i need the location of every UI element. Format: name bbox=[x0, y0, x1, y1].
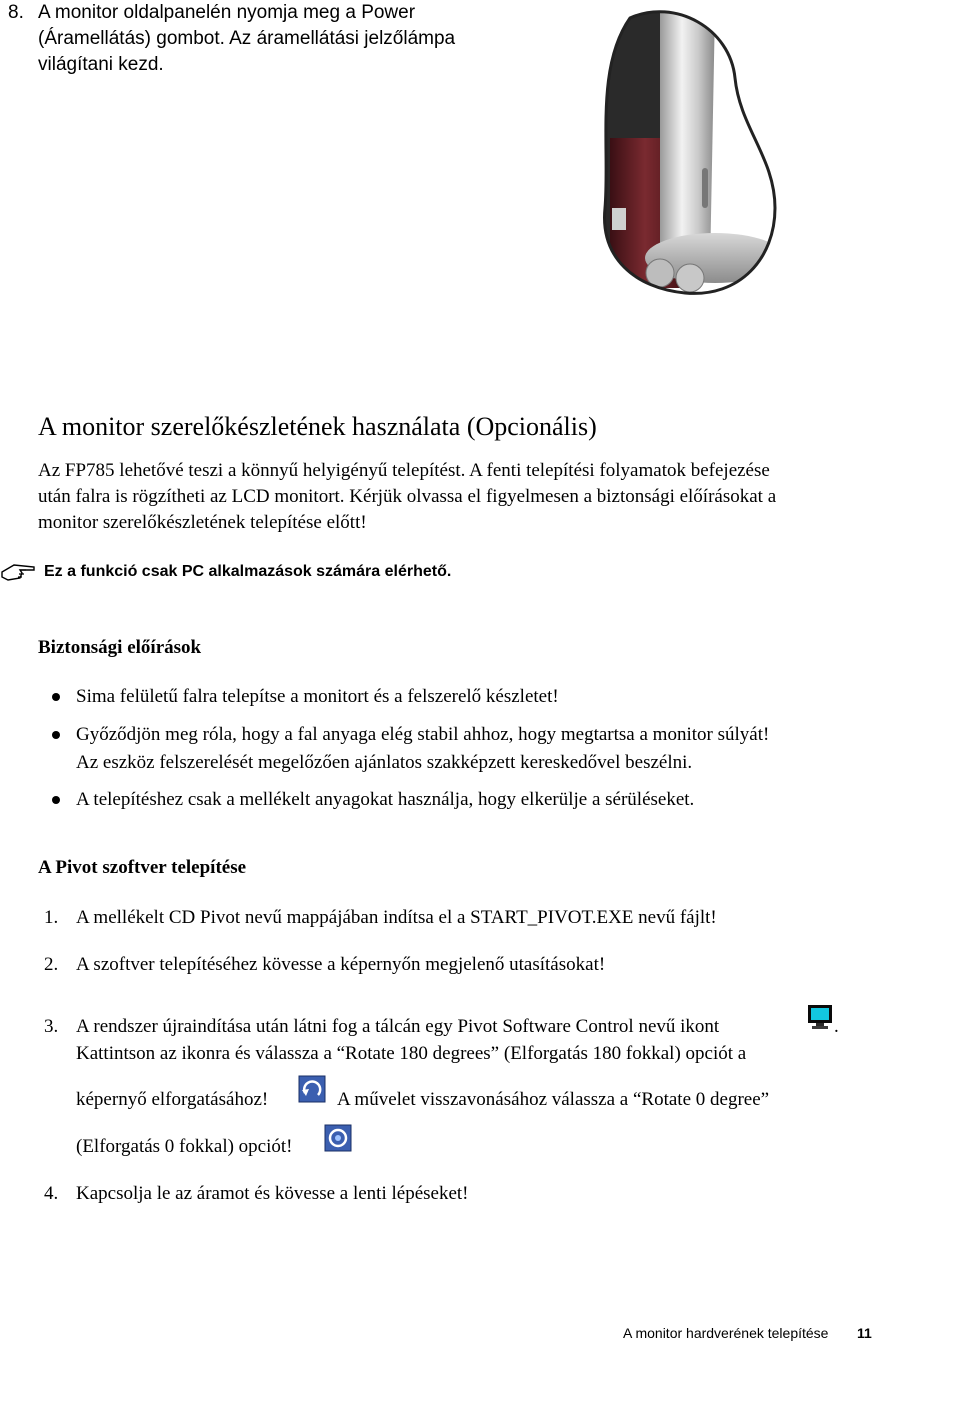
step-number: 3. bbox=[44, 1016, 59, 1037]
step-number: 2. bbox=[44, 954, 59, 975]
rotate-180-icon bbox=[298, 1075, 326, 1103]
pivot-step-text: A rendszer újraindítása után látni fog a tálcán egy Pivot Software Control nevű ikont bbox=[76, 1016, 720, 1037]
bullet-dot bbox=[52, 693, 60, 701]
page-number: 11 bbox=[857, 1325, 872, 1341]
pivot-step-text: A művelet visszavonásához válassza a “Rotate 0 degree” bbox=[337, 1089, 770, 1110]
section-title: A monitor szerelőkészletének használata (Opcionális) bbox=[38, 412, 597, 441]
intro-paragraph bbox=[38, 458, 938, 536]
intro-line3: monitor szerelőkészletének telepítése előtt! bbox=[38, 512, 367, 533]
pivot-step-text: Kattintson az ikonra és válassza a “Rotate 180 degrees” (Elforgatás 180 fokkal) opciót a bbox=[76, 1043, 747, 1064]
step8-line1: A monitor oldalpanelén nyomja meg a Power bbox=[38, 2, 416, 23]
pivot-step-text: A mellékelt CD Pivot nevű mappájában indítsa el a START_PIVOT.EXE nevű fájlt! bbox=[76, 907, 717, 928]
sentence-period: . bbox=[834, 1016, 839, 1037]
intro-line1: Az FP785 lehetővé teszi a könnyű helyigényű telepítést. A fenti telepítési folyamatok befejezése bbox=[38, 460, 770, 481]
footer-chapter-title: A monitor hardverének telepítése bbox=[623, 1325, 829, 1341]
safety-item: A telepítéshez csak a mellékelt anyagokat használja, hogy elkerülje a sérüléseket. bbox=[76, 789, 695, 810]
pointing-hand-icon bbox=[0, 560, 36, 584]
step-number: 4. bbox=[44, 1183, 59, 1204]
step-number: 8. bbox=[8, 2, 24, 23]
step8-line3: világítani kezd. bbox=[38, 54, 164, 75]
step8-text bbox=[38, 0, 498, 78]
pivot-step-text: (Elforgatás 0 fokkal) opciót! bbox=[76, 1136, 293, 1157]
step8-line2: (Áramellátás) gombot. Az áramellátási jelzőlámpa bbox=[38, 28, 456, 49]
bullet-dot bbox=[52, 731, 60, 739]
pivot-step-text: képernyő elforgatásához! bbox=[76, 1089, 269, 1110]
pivot-step-text: Kapcsolja le az áramot és kövesse a lenti lépéseket! bbox=[76, 1183, 469, 1204]
safety-item: Győződjön meg róla, hogy a fal anyaga elég stabil ahhoz, hogy megtartsa a monitor súlyát! bbox=[76, 724, 770, 745]
safety-item-continuation: Az eszköz felszerelését megelőzően ajánlatos szakképzett kereskedővel beszélni. bbox=[76, 752, 693, 773]
bullet-dot bbox=[52, 796, 60, 804]
pivot-monitor-icon bbox=[806, 1003, 834, 1031]
pivot-heading: A Pivot szoftver telepítése bbox=[38, 857, 247, 878]
rotate-0-icon bbox=[324, 1124, 352, 1152]
step-number: 1. bbox=[44, 907, 59, 928]
pivot-step-text: A szoftver telepítéséhez kövesse a képernyőn megjelenő utasításokat! bbox=[76, 954, 606, 975]
monitor-side-panel-illustration bbox=[590, 8, 790, 298]
note-text: Ez a funkció csak PC alkalmazások számára elérhető. bbox=[44, 563, 452, 580]
safety-item: Sima felületű falra telepítse a monitort és a felszerelő készletet! bbox=[76, 686, 559, 707]
safety-heading: Biztonsági előírások bbox=[38, 637, 202, 658]
intro-line2: után falra is rögzítheti az LCD monitort. Kérjük olvassa el figyelmesen a biztonsági előírásokat a bbox=[38, 486, 777, 507]
